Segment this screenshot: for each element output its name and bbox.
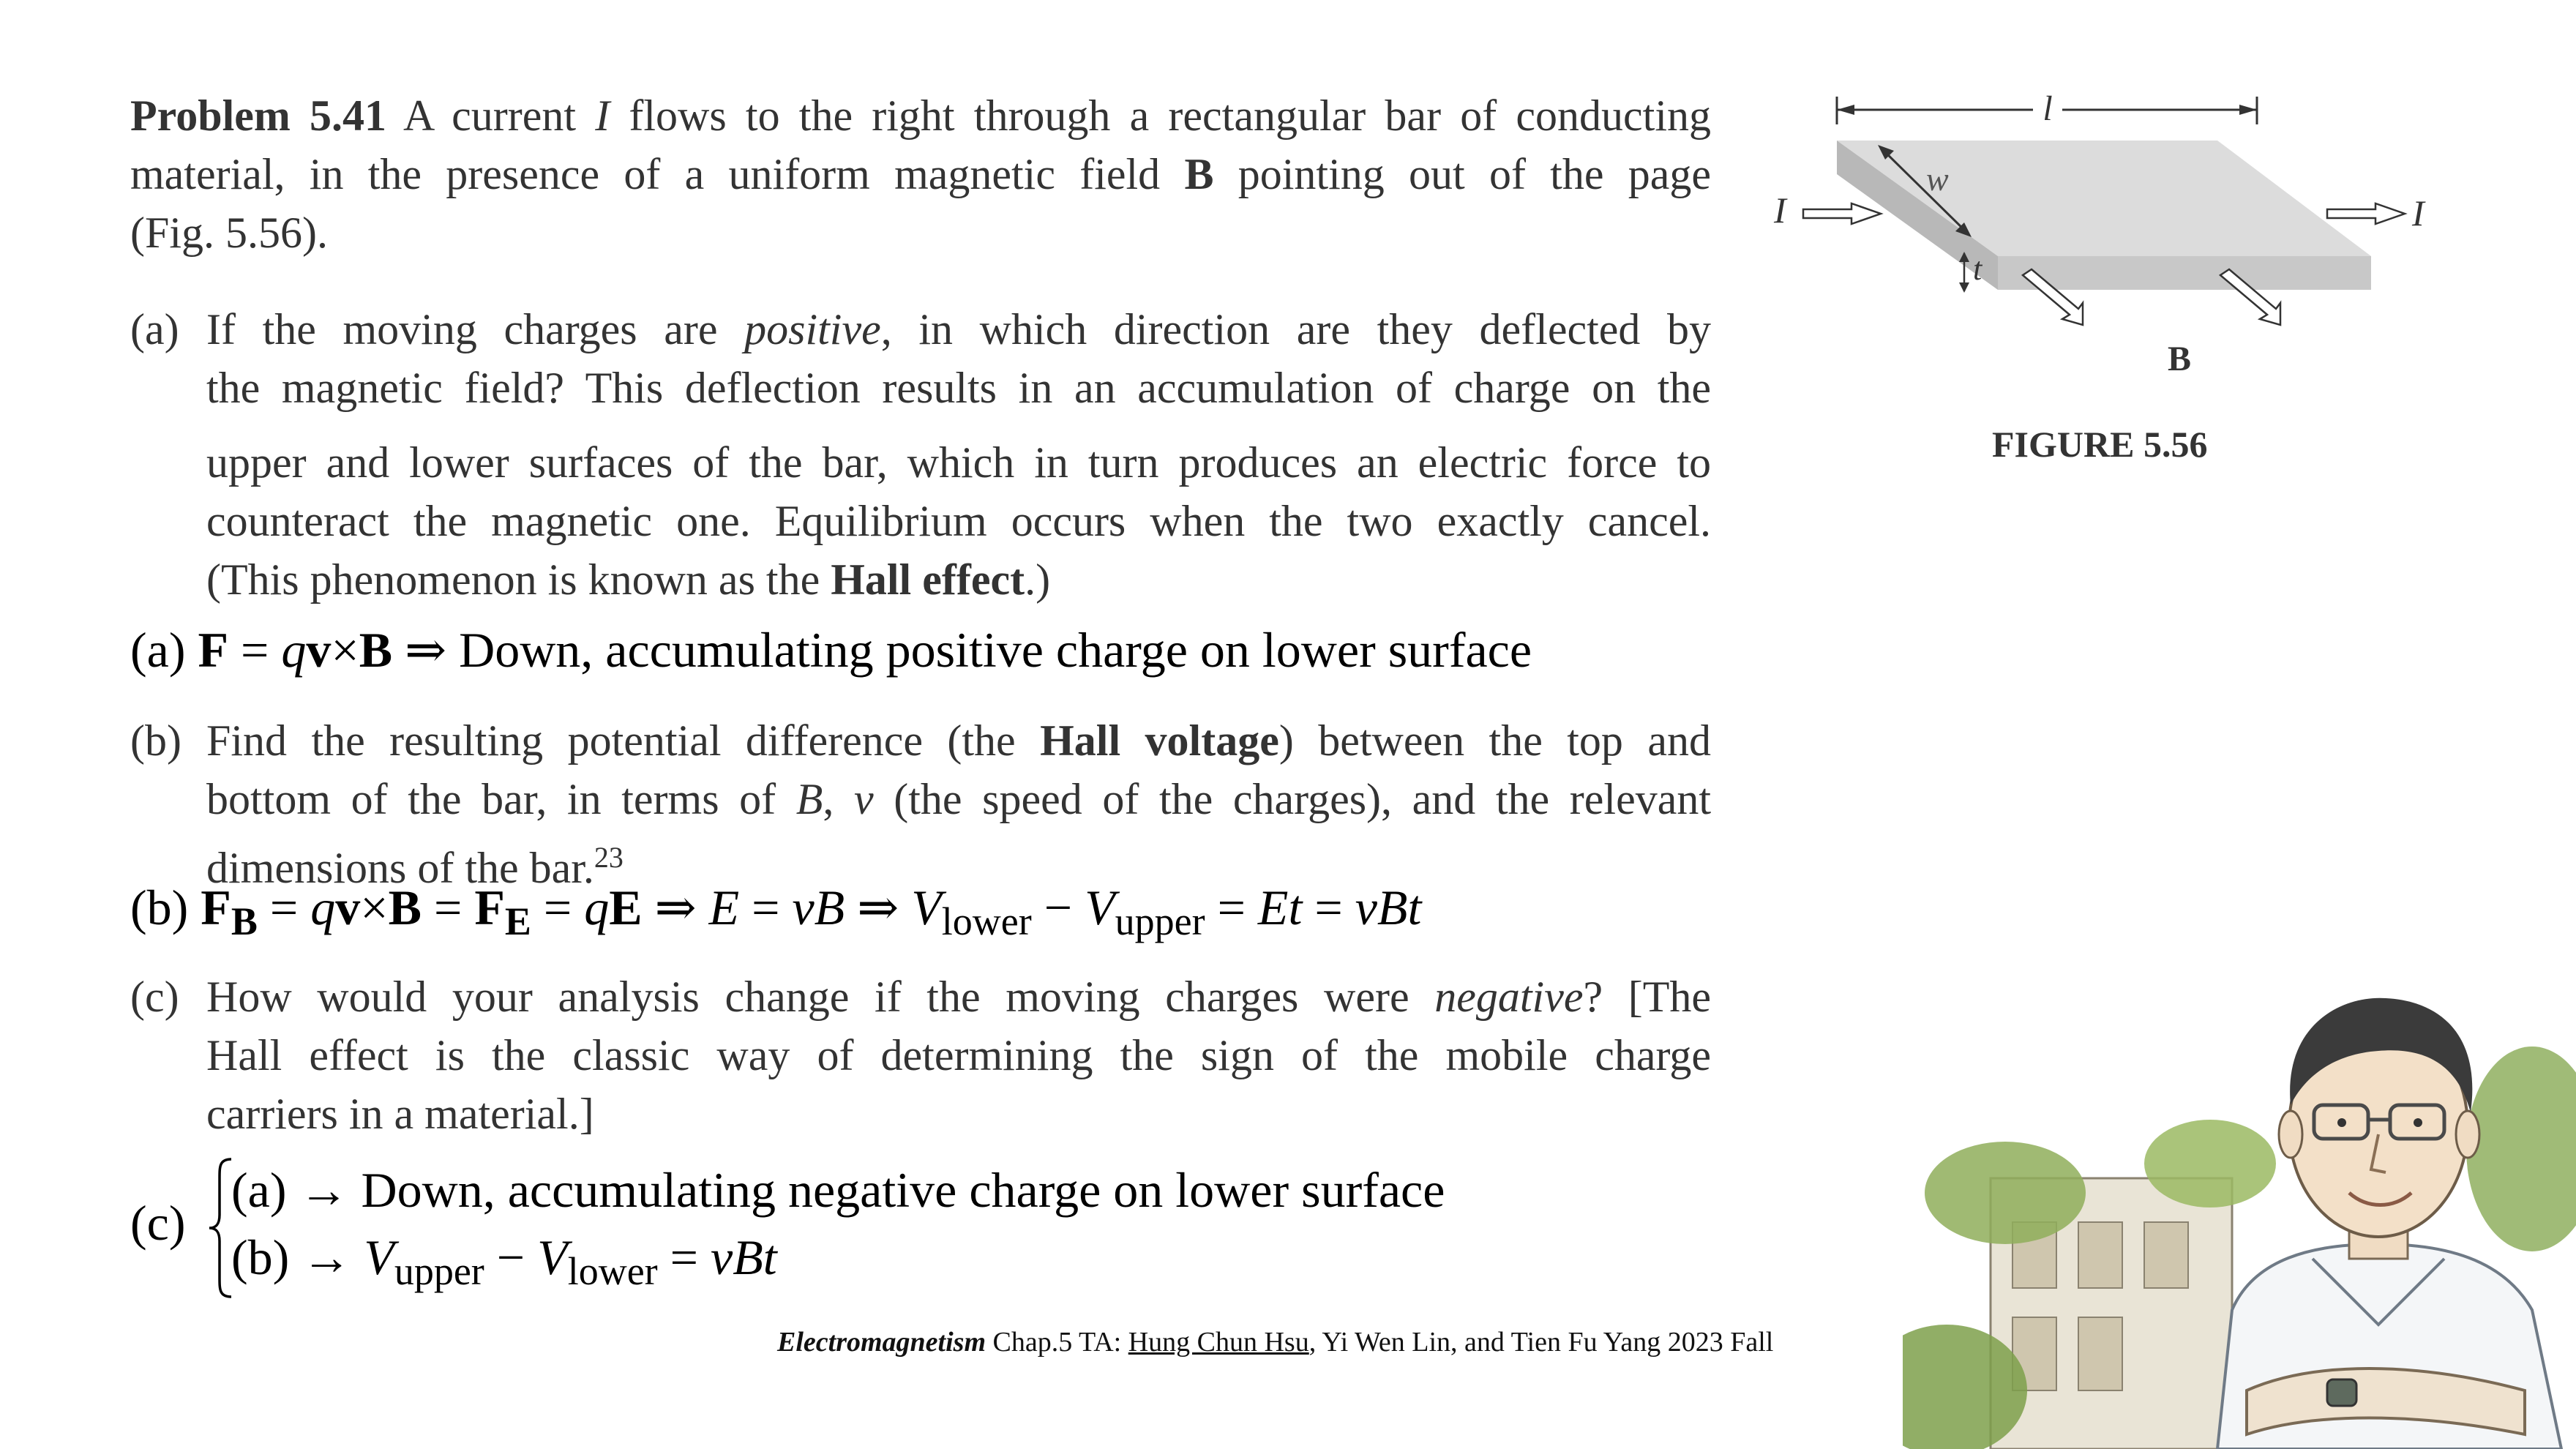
figure-caption: FIGURE 5.56 bbox=[1992, 424, 2208, 465]
figure-5-56 bbox=[1756, 80, 2444, 388]
part-b-line2: bottom of the bar, in terms of B, v (the speed of the charges), and the relevant bbox=[206, 775, 1712, 823]
label-t: t bbox=[1973, 251, 1982, 287]
label-l: l bbox=[2043, 89, 2053, 128]
caricature-illustration bbox=[1903, 981, 2576, 1449]
problem-statement: Problem 5.41 A current I flows to the right through a rectangular bar of conducting material, in the presence of a uniform magnetic field B pointing out of the page (Fig. 5.56). bbox=[130, 91, 1712, 257]
answer-c-row2: $(b) \to V_{upper} - V_{lower}$ = vBt bbox=[231, 1229, 777, 1293]
answer-b: (b) $F_B = qv\times B = F_E$ = qE ⇒ E = vB ⇒ $V_{lower} - V_{upper} = Et$ = vBt bbox=[130, 880, 1422, 943]
problem-title: Problem 5.41 bbox=[130, 91, 387, 140]
label-B: B bbox=[2168, 340, 2192, 378]
current-arrow-left bbox=[1803, 203, 1881, 224]
label-I-right: I bbox=[2412, 192, 2425, 233]
current-arrow-right bbox=[2327, 203, 2405, 224]
part-c-question: (c) How would your analysis change if the moving charges were negative? [The Hall effect is the classic way of determining the sign of the mobile charge carriers in a material.] bbox=[130, 973, 1711, 1138]
part-b-question: (b) Find the resulting potential difference (the Hall voltage) between the top and bottom of the bar, in terms of B, v (the speed of the charges), and the relevant dimensions of the bar.$^{23}$ bbox=[130, 716, 1712, 892]
part-a-question: (a) If the moving charges are positive, in which direction are they deflected by the magnetic field? This deflection results in an accumulation of charge on the upper and lower surfaces of the bar, which in turn produces an electric force to counteract the magnetic one. Equilibrium occurs when the two exactly cancel. (This phenomenon is known as the Hall effect.) bbox=[130, 305, 1711, 604]
bar-front-face bbox=[1998, 256, 2371, 290]
footer: Electromagnetism Chap.5 TA: Hung Chun Hsu, Yi Wen Lin, and Tien Fu Yang 2023 Fall bbox=[777, 1327, 1774, 1358]
answer-c-row1: (a) → Down, accumulating negative charge on lower surface bbox=[231, 1162, 1445, 1218]
answer-a: (a) F = qv×B ⇒ Down, accumulating positive charge on lower surface bbox=[130, 622, 1532, 678]
label-w: w bbox=[1926, 160, 1949, 198]
label-I-left: I bbox=[1774, 190, 1786, 231]
